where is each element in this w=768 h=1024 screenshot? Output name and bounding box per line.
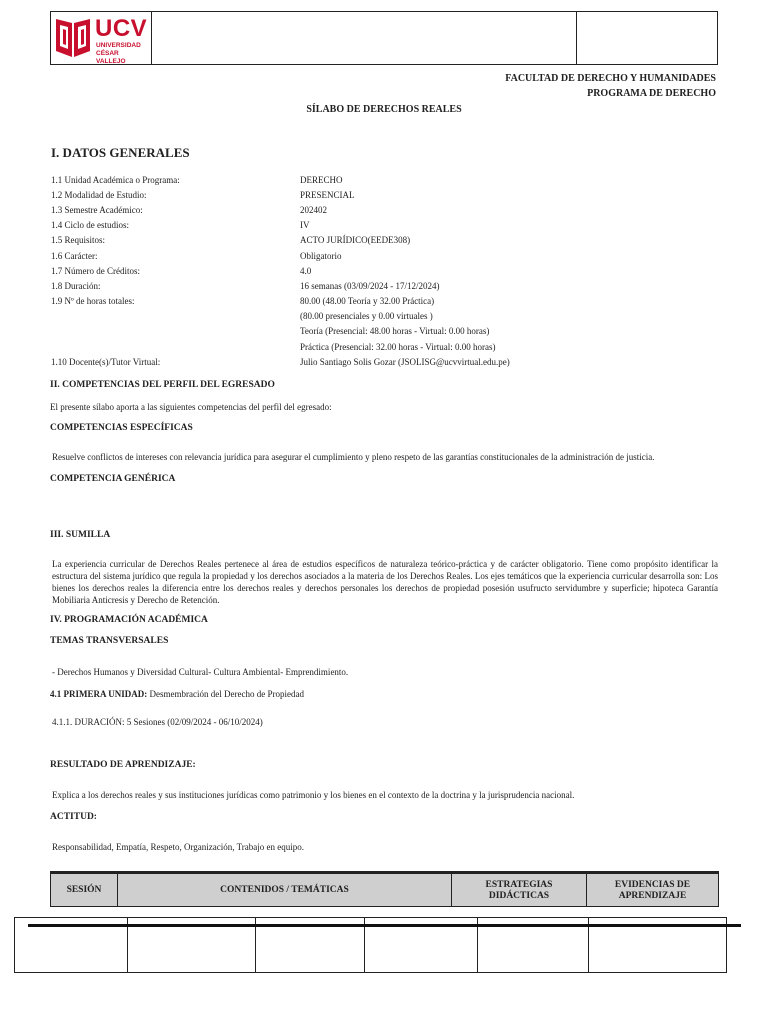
- temas-transversales-text: - Derechos Humanos y Diversidad Cultural- Cultura Ambiental- Emprendimiento.: [52, 667, 349, 677]
- section-sumilla-title: III. SUMILLA: [50, 530, 111, 540]
- section-programacion-title: IV. PROGRAMACIÓN ACADÉMICA: [50, 615, 208, 625]
- data-value: Obligatorio: [300, 251, 342, 261]
- data-value: Julio Santiago Solis Gozar (JSOLISG@ucvvirtual.edu.pe): [300, 357, 510, 367]
- header-table: [50, 11, 718, 65]
- actitud-text: Responsabilidad, Empatía, Respeto, Organización, Trabajo en equipo.: [52, 842, 305, 852]
- data-label: 1.7 Número de Créditos:: [51, 266, 140, 276]
- temas-transversales-title: TEMAS TRANSVERSALES: [50, 636, 169, 646]
- unit-name: Desmembración del Derecho de Propiedad: [149, 689, 304, 699]
- data-label: 1.6 Carácter:: [51, 251, 98, 261]
- header-contenidos: CONTENIDOS / TEMÁTICAS: [118, 874, 452, 907]
- data-value: DERECHO: [300, 175, 343, 185]
- competencias-especificas-title: COMPETENCIAS ESPECÍFICAS: [50, 423, 193, 433]
- data-value: ACTO JURÍDICO(EEDE308): [300, 235, 411, 245]
- data-label: 1.8 Duración:: [51, 281, 101, 291]
- data-label: 1.9 Nº de horas totales:: [51, 296, 135, 306]
- faculty-name: FACULTAD DE DERECHO Y HUMANIDADES: [505, 73, 716, 84]
- table-top-rule: [28, 924, 741, 927]
- data-value: 202402: [300, 205, 327, 215]
- data-value: (80.00 presenciales y 0.00 virtuales ): [300, 311, 433, 321]
- header-divider: [576, 12, 577, 64]
- data-label: 1.3 Semestre Académico:: [51, 205, 143, 215]
- resultado-aprendizaje-title: RESULTADO DE APRENDIZAJE:: [50, 760, 196, 770]
- data-label: 1.2 Modalidad de Estudio:: [51, 190, 147, 200]
- ucv-emblem-icon: [54, 15, 94, 59]
- header-estrategias: ESTRATEGIAS DIDÁCTICAS: [452, 874, 587, 907]
- ucv-logo: [54, 15, 150, 65]
- resultado-aprendizaje-text: Explica a los derechos reales y sus instituciones jurídicas como patrimonio y los bienes en el contexto de la doctrina y la jurisprudencia nacional.: [52, 790, 575, 800]
- data-value: 80.00 (48.00 Teoría y 32.00 Práctica): [300, 296, 435, 306]
- data-value: Práctica (Presencial: 32.00 horas - Virtual: 0.00 horas): [300, 342, 496, 352]
- primera-unidad: [50, 689, 304, 699]
- data-value: Teoría (Presencial: 48.00 horas - Virtual: 0.00 horas): [300, 326, 490, 336]
- competencias-especificas-text: Resuelve conflictos de intereses con relevancia jurídica para asegurar el cumplimiento y pleno respeto de las garantías constitucionales de la administración de justicia.: [52, 452, 655, 462]
- competencias-intro: El presente sílabo aporta a las siguientes competencias del perfil del egresado:: [50, 402, 332, 412]
- document-title: SÍLABO DE DERECHOS REALES: [306, 104, 462, 115]
- logo-brand: UCV: [95, 15, 148, 42]
- data-value: IV: [300, 220, 310, 230]
- section-datos-generales-title: I. DATOS GENERALES: [51, 145, 190, 160]
- header-sesion: SESIÓN: [51, 874, 118, 907]
- data-value: 16 semanas (03/09/2024 - 17/12/2024): [300, 281, 440, 291]
- data-label: 1.5 Requisitos:: [51, 235, 106, 245]
- data-label: 1.4 Ciclo de estudios:: [51, 220, 129, 230]
- section-competencias-title: II. COMPETENCIAS DEL PERFIL DEL EGRESADO: [50, 380, 275, 390]
- logo-cell: [51, 12, 152, 64]
- program-name: PROGRAMA DE DERECHO: [587, 88, 716, 99]
- unit-label: 4.1 PRIMERA UNIDAD:: [50, 689, 148, 699]
- data-value: PRESENCIAL: [300, 190, 355, 200]
- data-value: 4.0: [300, 266, 312, 276]
- logo-subtitle: UNIVERSIDAD CÉSAR VALLEJO: [96, 42, 141, 65]
- actitud-title: ACTITUD:: [50, 812, 97, 822]
- unit-duration: 4.1.1. DURACIÓN: 5 Sesiones (02/09/2024 - 06/10/2024): [52, 717, 263, 727]
- programacion-table-header: [50, 871, 719, 907]
- data-label: 1.1 Unidad Académica o Programa:: [51, 175, 180, 185]
- header-evidencias: EVIDENCIAS DE APRENDIZAJE: [614, 879, 691, 901]
- sumilla-text: La experiencia curricular de Derechos Reales pertenece al área de estudios específicos de naturaleza teórico-práctica y de carácter obligatorio. Tiene como propósito identificar la estructura del sistema jurídico que regula la propiedad y los derechos asociados a la materia de los Derechos Reales. Los ejes temáticos que la experiencia curricular desarrolla son: Los bienes los derechos reales la diferencia entre los derechos reales y derechos personales los derechos de propiedad posesión usufructo servidumbre y superficie; hipoteca Garantía Mobiliaria Anticresis y Derecho de Retención.: [52, 559, 718, 605]
- data-label: 1.10 Docente(s)/Tutor Virtual:: [51, 357, 161, 367]
- competencia-generica-title: COMPETENCIA GENÉRICA: [50, 474, 176, 484]
